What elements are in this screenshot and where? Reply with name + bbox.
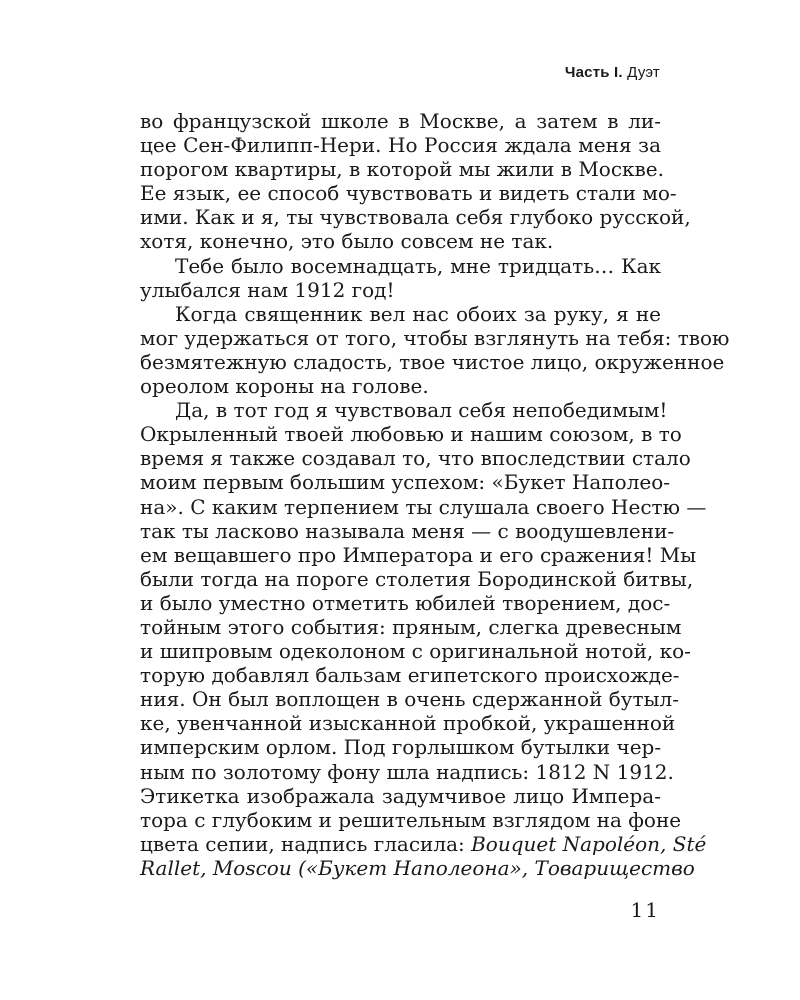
text-line-italic: Bouquet Napoléon, Sté	[471, 831, 707, 856]
text-line: были тогда на пороге столетия Бородинской битвы,	[140, 566, 694, 591]
running-head-part: Часть I.	[564, 64, 623, 81]
text-line: тойным этого события: пряным, слегка древесным	[140, 614, 682, 639]
text-line: улыбался нам 1912 год!	[140, 277, 395, 302]
text-line-mixed	[140, 831, 707, 856]
text-line: имперским орлом. Под горлышком бутылки чер-	[140, 735, 662, 760]
text-line-roman: цвета сепии, надпись гласила:	[140, 831, 465, 856]
text-line: ими. Как и я, ты чувствовала себя глубоко русской,	[140, 205, 691, 230]
text-line: безмятежную сладость, твое чистое лицо, окруженное	[140, 349, 725, 374]
text-line: хотя, конечно, это было совсем не так.	[140, 229, 554, 254]
text-line: ореолом короны на голове.	[140, 374, 429, 399]
text-line: во французской школе в Москве, а затем в ли-	[140, 109, 661, 133]
text-line: торую добавлял бальзам египетского происхожде-	[140, 663, 680, 688]
text-line: Да, в тот год я чувствовал себя непобедимым!	[175, 398, 668, 423]
text-line-italic: Rallet, Moscou («Букет Наполеона», Товарищество	[140, 855, 695, 880]
running-head-title: Дуэт	[627, 64, 660, 81]
text-line: ным по золотому фону шла надпись: 1812 N 1912.	[140, 759, 674, 784]
text-line: мог удержаться от того, чтобы взглянуть на тебя: твою	[140, 325, 730, 350]
page-number: 11	[630, 898, 660, 922]
text-line: время я также создавал то, что впоследствии стало	[140, 446, 691, 471]
text-line-mixed	[140, 855, 695, 880]
text-line: Окрыленный твоей любовью и нашим союзом, в то	[140, 422, 682, 447]
text-line: и шипровым одеколоном с оригинальной нотой, ко-	[140, 639, 691, 664]
text-line: цее Сен-Филипп-Нери. Но Россия ждала меня за	[140, 133, 661, 158]
body-text	[140, 109, 730, 880]
running-head	[565, 64, 660, 81]
text-line: Этикетка изображала задумчивое лицо Импера-	[140, 783, 661, 808]
text-line: порогом квартиры, в которой мы жили в Москве.	[140, 157, 665, 182]
text-line: ке, увенчанной изысканной пробкой, украшенной	[140, 711, 676, 736]
text-line: так ты ласково называла меня — с воодушевлени-	[140, 518, 675, 543]
text-line: ния. Он был воплощен в очень сдержанной бутыл-	[140, 687, 680, 712]
text-line: и было уместно отметить юбилей творением, дос-	[140, 590, 671, 615]
text-line: моим первым большим успехом: «Букет Наполео-	[140, 470, 671, 495]
text-line: ем вещавшего про Императора и его сражения! Мы	[140, 542, 697, 567]
text-line: тора с глубоким и решительным взглядом на фоне	[140, 807, 682, 832]
text-line: Ее язык, ее способ чувствовать и видеть стали мо-	[140, 181, 677, 206]
text-line: Когда священник вел нас обоих за руку, я не	[175, 301, 661, 326]
text-line: на». С каким терпением ты слушала своего Нестю —	[140, 494, 707, 519]
text-line: Тебе было восемнадцать, мне тридцать… Как	[175, 253, 661, 278]
